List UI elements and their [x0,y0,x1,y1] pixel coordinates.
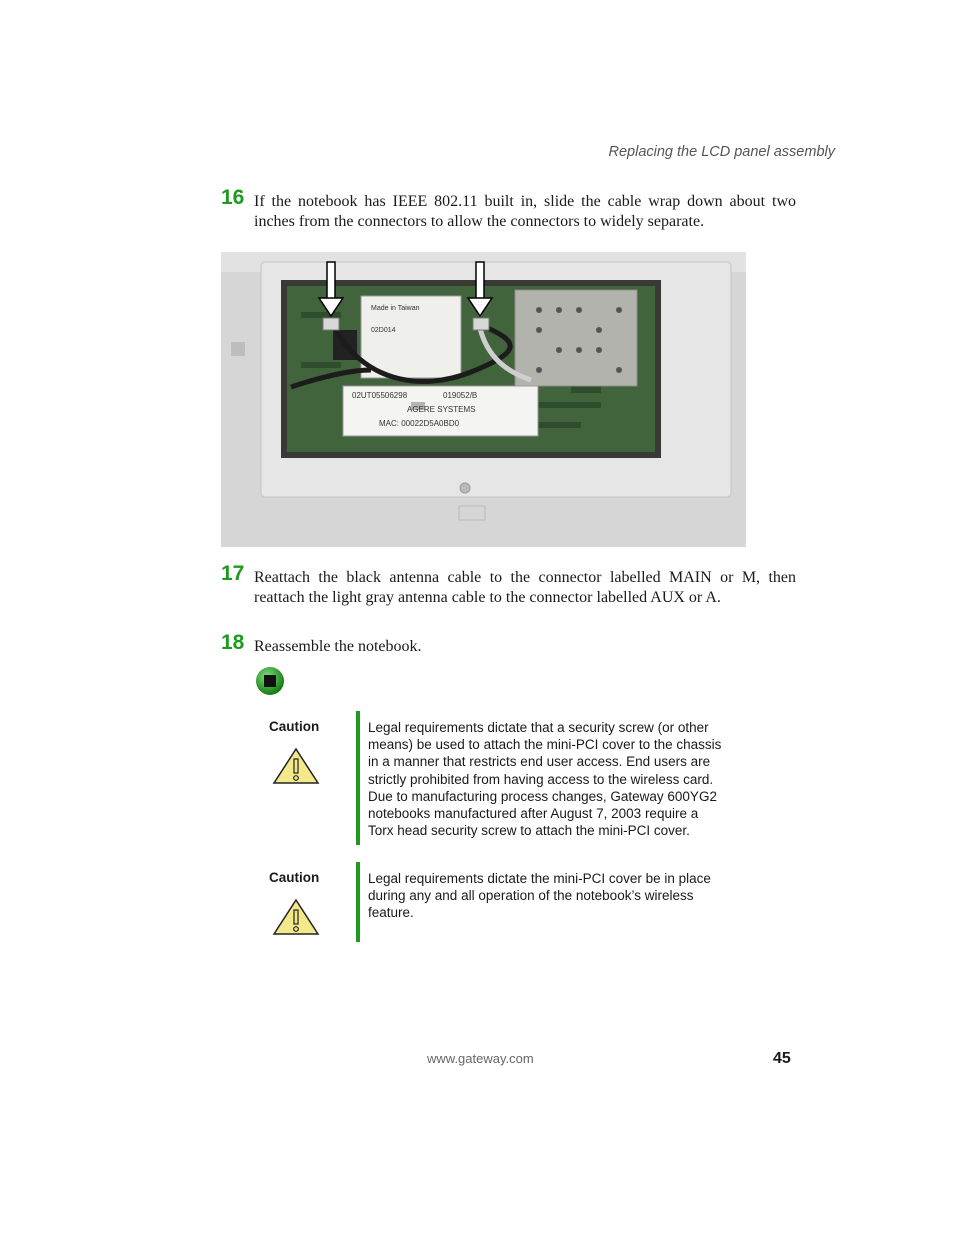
caution-bar [356,711,360,845]
step-18 [221,631,796,657]
caution-icon [272,747,320,790]
caution-label: Caution [269,870,320,885]
card-label-line-4: MAC: 00022D5A0BD0 [379,419,460,428]
page-number: 45 [773,1050,791,1067]
step-text: Reassemble the notebook. [254,638,422,655]
caution-text: Legal requirements dictate that a security screw (or other means) be used to attach the mini-PCI cover to the chassis in a manner that restricts end user access. End users are strictly prohibited from having access to the wireless card. Due to manufacturing process changes, Gateway 600YG2 notebooks manufactured after August 7, 2003 require a Torx head security screw to attach the mini-PCI cover. [368,720,722,839]
card-label-line-2: 019052/B [443,391,478,400]
caution-icon [272,898,320,941]
card-label-line-3: AGERE SYSTEMS [407,405,476,414]
step-16 [221,186,796,231]
step-17 [221,562,796,607]
step-number: 18 [221,631,245,654]
model-code-label: 02D014 [371,327,396,334]
mini-pci-photo [221,252,746,547]
step-text: If the notebook has IEEE 802.11 built in, slide the cable wrap down about two inches from the connectors to allow the connectors to widely separate. [254,193,796,230]
footer-url[interactable]: www.gateway.com [427,1051,534,1066]
caution-text: Legal requirements dictate the mini-PCI cover be in place during any and all operation of the notebook’s wireless feature. [368,871,711,921]
caution-label: Caution [269,719,320,734]
running-header: Replacing the LCD panel assembly [608,144,835,160]
step-number: 17 [221,562,245,585]
card-label-line-1: 02UT05506298 [352,391,408,400]
made-in-label: Made in Taiwan [371,305,420,312]
step-number: 16 [221,186,245,209]
step-text: Reattach the black antenna cable to the connector labelled MAIN or M, then reattach the light gray antenna cable to the connector labelled AUX or A. [254,569,796,606]
caution-bar [356,862,360,942]
stop-icon [255,666,285,696]
